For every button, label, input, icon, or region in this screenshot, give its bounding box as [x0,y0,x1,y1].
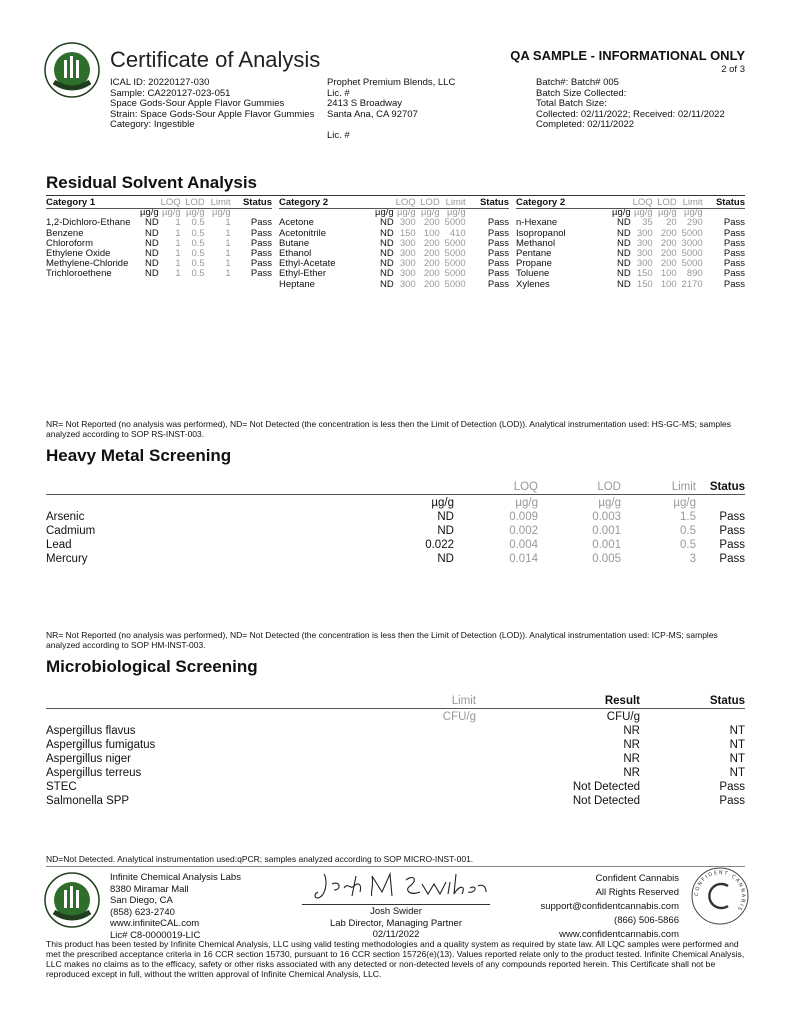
residual-cell: Pass [487,268,509,280]
micro-row [46,794,745,808]
heavy-cell: 1.5 [680,511,696,523]
residual-cell: ND [379,217,394,229]
micro-cell: Pass [719,781,745,793]
residual-unit: µg/g [162,207,181,219]
heavy-unit: µg/g [673,497,696,509]
residual-cell: 200 [423,278,440,290]
residual-cell: Pass [487,237,509,249]
residual-category-label: Category 2 [516,197,566,208]
micro-cell: NR [623,753,640,765]
heavy-cell: 0.002 [509,525,538,537]
residual-cell: Pass [487,248,509,260]
residual-cell: Pass [250,268,272,280]
residual-note: NR= Not Reported (no analysis was performed), ND= Not Detected (the concentration is less then the Limit of Detection (LOD)). Analytical instrumentation used: HS-GC-MS; samples analyzed according to SOP RS-INST-003. [46,419,732,439]
micro-header-row [46,694,745,708]
heavy-unit [46,496,196,510]
residual-row [279,229,509,239]
heavy-unit: µg/g [598,497,621,509]
residual-row [279,280,509,290]
residual-cell: ND [616,248,631,260]
heavy-cell: 0.004 [509,539,538,551]
residual-cell: 150 [399,227,416,239]
residual-cell: Pass [723,227,745,239]
residual-cell: 1 [175,268,181,280]
residual-cell: 5000 [444,217,466,229]
residual-header-rule [516,208,745,209]
heavy-cell: 0.5 [680,525,696,537]
residual-cell: Pass [487,217,509,229]
confident-cannabis-seal [690,866,750,926]
residual-cell: Toluene [516,268,550,280]
residual-cell: Pass [723,268,745,280]
residual-col-header: LOQ [160,197,181,208]
residual-cell: Pass [250,227,272,239]
residual-category-label: Category 1 [46,197,96,208]
residual-cell: Pass [723,278,745,290]
micro-status-header: Status [709,695,745,707]
residual-solvent-title: Residual Solvent Analysis [46,173,257,192]
residual-cell: 5000 [681,248,703,260]
residual-cell: 1 [225,268,231,280]
residual-col-header: LOQ [395,197,416,208]
residual-cell: 5000 [444,278,466,290]
residual-cell: Pass [250,258,272,270]
residual-col-header: Limit [682,197,703,208]
micro-cell: NT [729,767,745,779]
micro-cell: STEC [46,781,77,793]
heavy-cell: Lead [46,539,72,551]
residual-cell: 300 [636,258,653,270]
residual-cell: 1 [225,258,231,270]
heavy-unit [696,496,745,510]
residual-cell: Methanol [516,237,556,249]
heavy-cell: Pass [719,553,745,565]
residual-cell: ND [379,248,394,260]
micro-unit [640,710,745,724]
micro-cell: Pass [719,795,745,807]
residual-cell: 410 [449,227,466,239]
residual-cell: Pass [723,258,745,270]
heavy-cell: 0.009 [509,511,538,523]
residual-cell: ND [379,268,394,280]
residual-unit: µg/g [684,207,703,219]
micro-cell: NT [729,725,745,737]
residual-cell: ND [616,227,631,239]
residual-unit: µg/g [212,207,231,219]
residual-cell: 1 [225,237,231,249]
lab-address: Infinite Chemical Analysis Labs 8380 Miramar Mall San Diego, CA (858) 623-2740 www.infiniteCAL.com Lic# C8-0000019-LIC [110,872,241,941]
page-number: 2 of 3 [721,64,745,75]
residual-cell: 2170 [681,278,703,290]
residual-group-2 [279,198,509,290]
heavy-cell: Mercury [46,553,88,565]
residual-cell: Ethyl-Ether [279,268,326,280]
residual-cell: Chloroform [46,237,93,249]
micro-cell [426,794,476,808]
residual-cell: 0.5 [191,248,205,260]
heavy-cell: 0.001 [592,525,621,537]
micro-table [46,694,745,808]
heavy-row [46,552,745,566]
residual-cell: 150 [636,278,653,290]
residual-cell: Benzene [46,227,84,239]
residual-cell: 5000 [444,258,466,270]
signer-info: Josh Swider Lab Director, Managing Partner 02/11/2022 [329,906,463,940]
residual-unit: µg/g [658,207,677,219]
residual-cell: 5000 [444,248,466,260]
residual-cell: Pass [487,227,509,239]
residual-unit: µg/g [612,207,631,219]
residual-cell: 200 [423,248,440,260]
residual-row [46,269,272,279]
residual-cell: Ethylene Oxide [46,248,111,260]
micro-cell: NR [623,725,640,737]
residual-cell: 5000 [444,268,466,280]
client-info: Prophet Premium Blends, LLC Lic. # 2413 S Broadway Santa Ana, CA 92707 Lic. # [327,77,456,141]
residual-cell: 0.5 [191,268,205,280]
residual-cell: ND [379,258,394,270]
micro-result-header: Result [604,695,640,707]
residual-cell: ND [379,278,394,290]
heavy-row [46,510,745,524]
residual-cell: ND [144,217,159,229]
residual-cell: 200 [423,237,440,249]
heavy-row [46,524,745,538]
micro-limit-header: Limit [451,695,476,707]
sample-info: ICAL ID: 20220127-030 Sample: CA220127-023-051 Space Gods-Sour Apple Flavor Gummies Strain: Space Gods-Sour Apple Flavor Gummies Category: Ingestible [110,77,315,131]
residual-cell: 0.5 [191,258,205,270]
residual-cell: Pass [487,278,509,290]
residual-cell: 20 [666,217,677,229]
residual-cell: 300 [399,248,416,260]
residual-cell: 1 [175,248,181,260]
micro-cell [426,766,476,780]
micro-unit: CFU/g [606,711,640,723]
residual-cell: 290 [686,217,703,229]
residual-header-row [279,198,509,208]
lab-logo-footer [44,872,100,928]
residual-cell: Ethyl-Acetate [279,258,336,270]
residual-cell: ND [379,237,394,249]
residual-cell: 5000 [444,237,466,249]
residual-row [516,280,745,290]
residual-cell: 890 [686,268,703,280]
residual-cell: 35 [642,217,653,229]
residual-cell: Trichloroethene [46,268,112,280]
micro-cell [426,752,476,766]
residual-cell: Pass [250,237,272,249]
residual-cell: ND [144,237,159,249]
residual-unit: µg/g [421,207,440,219]
residual-unit: µg/g [375,207,394,219]
residual-cell: 100 [423,227,440,239]
residual-cell: 5000 [681,258,703,270]
heavy-cell: 0.022 [425,539,454,551]
residual-cell: ND [616,237,631,249]
residual-cell: 0.5 [191,237,205,249]
page-title: Certificate of Analysis [110,47,321,72]
micro-unit: CFU/g [442,711,476,723]
residual-cell: ND [144,268,159,280]
heavy-header-row [46,480,745,494]
residual-cell: 1 [175,258,181,270]
micro-row [46,780,745,794]
heavy-unit-row [46,496,745,510]
residual-group-1 [46,198,272,280]
residual-cell: ND [144,248,159,260]
heavy-note: NR= Not Reported (no analysis was performed), ND= Not Detected (the concentration is less then the Limit of Detection (LOD)). Analytical instrumentation used: ICP-MS; samples analyzed according to SOP HM-INST-003. [46,630,718,650]
residual-cell: 300 [399,278,416,290]
heavy-unit: µg/g [515,497,538,509]
residual-cell: 1 [225,217,231,229]
residual-cell: Methylene-Chloride [46,258,129,270]
disclaimer: This product has been tested by Infinite Chemical Analysis, LLC using valid testing methodologies and a quality system as required by state law. All LQC samples were performed and met the prescribed acceptance criteria in 16 CCR section 15730, pursuant to 16 CCR section 15726(e)(13). Values reported relate only to the product tested. Infinite Chemical Analysis, LLC makes no claims as to the efficacy, safety or other risks associated with any detected or non-detected levels of any compounds reported herein. This Certificate shall not be reproduced except in full, without the written approval of Infinite Chemical Analysis, LLC. [46,939,745,979]
heavy-cell: 0.003 [592,511,621,523]
micro-row [46,724,745,738]
micro-title: Microbiological Screening [46,657,258,676]
residual-cell: Pentane [516,248,552,260]
heavy-cell: 0.5 [680,539,696,551]
micro-cell [426,738,476,752]
micro-cell: Not Detected [572,781,640,793]
residual-cell: 200 [660,237,677,249]
heavy-limit-header: Limit [671,481,696,493]
residual-cell: 100 [660,268,677,280]
residual-cell: Pass [487,258,509,270]
residual-col-header: LOD [420,197,440,208]
residual-cell: Pass [723,248,745,260]
residual-cell: 200 [660,248,677,260]
residual-cell: 100 [660,278,677,290]
residual-header-rule [279,208,509,209]
residual-col-header: LOD [185,197,205,208]
residual-cell: 200 [423,268,440,280]
heavy-cell: Pass [719,525,745,537]
micro-cell: Aspergillus fumigatus [46,739,156,751]
micro-cell: Salmonella SPP [46,795,130,807]
residual-cell: Acetone [279,217,314,229]
residual-cell: 200 [423,258,440,270]
residual-cell: 300 [636,227,653,239]
heavy-row [46,538,745,552]
residual-cell: Pass [723,217,745,229]
residual-cell: ND [144,258,159,270]
residual-cell: Propane [516,258,552,270]
micro-cell: NT [729,753,745,765]
residual-cell: 1 [175,237,181,249]
residual-cell: ND [616,278,631,290]
micro-cell: Not Detected [572,795,640,807]
residual-cell: Ethanol [279,248,312,260]
residual-group-3 [516,198,745,290]
residual-cell: 300 [399,258,416,270]
residual-header-row [46,198,272,208]
residual-cell: 300 [399,237,416,249]
residual-category-label: Category 2 [279,197,329,208]
residual-cell: 1 [175,227,181,239]
heavy-cell: 0.014 [509,553,538,565]
residual-col-header: Limit [445,197,466,208]
micro-cell: Aspergillus terreus [46,767,142,779]
residual-cell: 0.5 [191,227,205,239]
heavy-cell: ND [437,525,454,537]
residual-cell: 3000 [681,237,703,249]
residual-cell: Acetonitrile [279,227,326,239]
residual-col-header: Status [242,197,272,208]
residual-cell: 300 [636,237,653,249]
residual-unit: µg/g [397,207,416,219]
residual-cell: 1 [175,217,181,229]
residual-cell: 0.5 [191,217,205,229]
micro-row [46,766,745,780]
residual-cell: 5000 [681,227,703,239]
residual-cell: ND [144,227,159,239]
heavy-cell: Pass [719,511,745,523]
residual-unit: µg/g [186,207,205,219]
residual-unit: µg/g [140,207,159,219]
residual-cell: 150 [636,268,653,280]
residual-cell: Pass [250,217,272,229]
micro-cell: NT [729,739,745,751]
svg-text:CONFIDENT CANNABIS: CONFIDENT CANNABIS [693,869,747,913]
residual-cell: 300 [399,217,416,229]
residual-row [279,239,509,249]
residual-cell: 1 [225,227,231,239]
residual-col-header: Limit [210,197,231,208]
residual-cell: ND [616,268,631,280]
signature [310,870,490,904]
micro-note: ND=Not Detected. Analytical instrumentation used:qPCR; samples analyzed according to SOP MICRO-INST-001. [46,854,474,864]
heavy-loq-header: LOQ [513,481,538,493]
residual-cell: 1 [225,248,231,260]
lab-logo [44,42,100,98]
residual-cell: Isopropanol [516,227,566,239]
residual-cell: ND [379,227,394,239]
heavy-cell: Arsenic [46,511,85,523]
micro-cell: Aspergillus flavus [46,725,136,737]
residual-cell: 1,2-Dichloro-Ethane [46,217,131,229]
residual-unit: µg/g [634,207,653,219]
residual-cell: ND [616,258,631,270]
heavy-cell: Cadmium [46,525,96,537]
residual-cell: Pass [250,248,272,260]
residual-cell: Heptane [279,278,315,290]
residual-col-header: Status [715,197,745,208]
heavy-cell: ND [437,553,454,565]
heavy-cell: ND [437,511,454,523]
micro-unit [46,710,426,724]
residual-cell: Pass [723,237,745,249]
residual-cell: 200 [660,227,677,239]
heavy-cell: Pass [719,539,745,551]
residual-cell: Xylenes [516,278,550,290]
residual-cell: n-Hexane [516,217,558,229]
residual-cell: ND [616,217,631,229]
heavy-metal-table [46,480,745,566]
residual-cell: 200 [660,258,677,270]
residual-cell: Butane [279,237,310,249]
micro-cell [426,780,476,794]
micro-cell: NR [623,739,640,751]
micro-cell [426,724,476,738]
micro-unit-row [46,710,745,724]
residual-cell: 300 [399,268,416,280]
micro-cell: Aspergillus niger [46,753,132,765]
residual-col-header: Status [479,197,509,208]
heavy-unit: µg/g [431,497,454,509]
residual-cell: 300 [636,248,653,260]
micro-row [46,752,745,766]
heavy-cell: 3 [689,553,696,565]
confident-cannabis-info: Confident Cannabis All Rights Reserved support@confidentcannabis.com (866) 506-5866 www.confidentcannabis.com [540,873,679,940]
micro-cell: NR [623,767,640,779]
residual-col-header: LOD [657,197,677,208]
residual-unit: µg/g [447,207,466,219]
heavy-status-header: Status [709,481,745,493]
heavy-lod-header: LOD [597,481,621,493]
residual-col-header: LOQ [632,197,653,208]
qa-banner: QA SAMPLE - INFORMATIONAL ONLY [510,48,745,63]
heavy-metal-title: Heavy Metal Screening [46,446,232,465]
heavy-cell: 0.005 [592,553,621,565]
residual-cell: 200 [423,217,440,229]
heavy-cell: 0.001 [592,539,621,551]
micro-row [46,738,745,752]
batch-info: Batch#: Batch# 005 Batch Size Collected: Total Batch Size: Collected: 02/11/2022; Received: 02/11/2022 Completed: 02/11/2022 [536,77,725,131]
residual-header-rule [46,208,272,209]
